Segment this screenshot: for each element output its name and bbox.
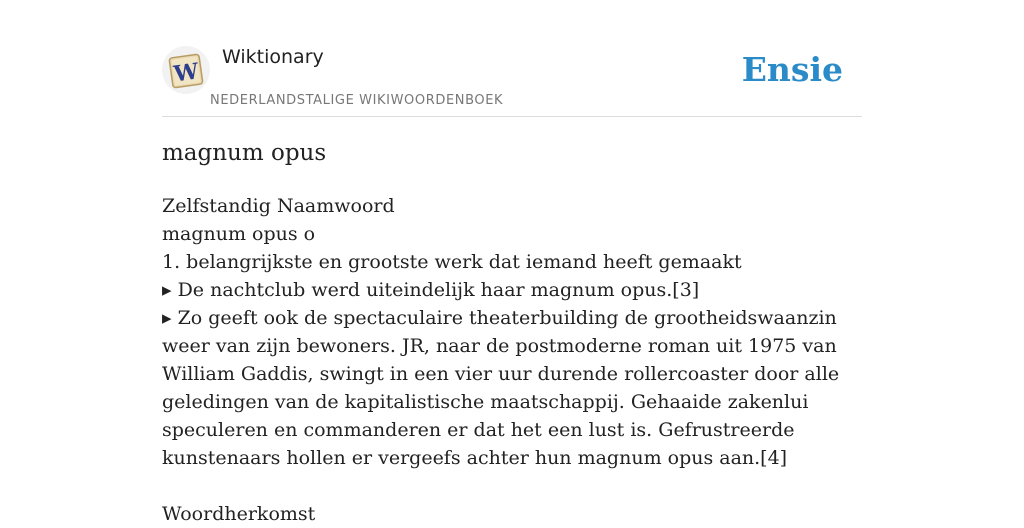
wiktionary-logo-icon[interactable] (162, 46, 210, 94)
entry-content (162, 192, 862, 528)
headword: magnum opus o (162, 223, 316, 245)
example-sentence: ▸ Zo geeft ook de spectaculaire theaterbuilding de grootheidswaanzin weer van zijn bewoners. JR, naar de postmoderne roman uit 1975 van William Gaddis, swingt in een vier uur durende rollercoaster door alle geledingen van de kapitalistische maatschappij. Gehaaide zakenlui speculeren en commanderen er dat het een lust is. Gefrustreerde kunstenaars hollen er vergeefs achter hun magnum opus aan.[4] (162, 307, 840, 469)
site-header (162, 0, 862, 117)
spacer (162, 472, 862, 500)
example-sentence: ▸ De nachtclub werd uiteindelijk haar magnum opus.[3] (162, 279, 700, 301)
page-title: magnum opus (162, 140, 327, 166)
site-tagline: NEDERLANDSTALIGE WIKIWOORDENBOEK (210, 93, 504, 108)
page (162, 0, 862, 525)
site-name[interactable]: Wiktionary (222, 46, 324, 68)
section-heading-etymology: Woordherkomst (162, 503, 316, 525)
definition: 1. belangrijkste en grootste werk dat iemand heeft gemaakt (162, 251, 742, 273)
part-of-speech: Zelfstandig Naamwoord (162, 195, 395, 217)
ensie-brand-link[interactable]: Ensie (741, 50, 843, 89)
svg-text:W: W (172, 58, 201, 88)
